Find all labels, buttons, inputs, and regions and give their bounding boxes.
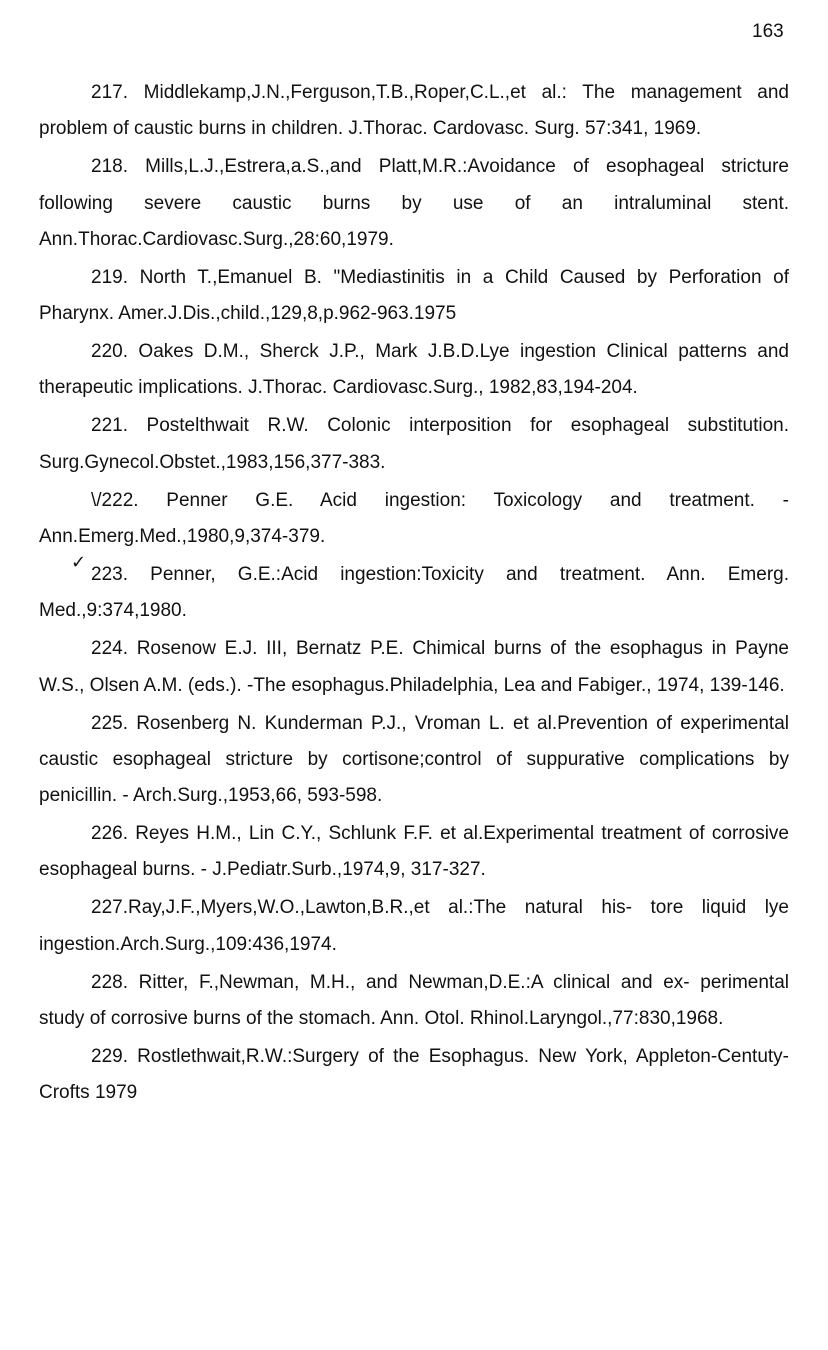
- reference-text: 229. Rostlethwait,R.W.:Surgery of the Esophagus. New York, Appleton-Centuty-Crofts 1979: [39, 1045, 789, 1104]
- reference-text: 228. Ritter, F.,Newman, M.H., and Newman,D.E.:A clinical and ex- perimental study of corrosive burns of the stomach. Ann. Otol. Rhinol.Laryngol.,77:830,1968.: [39, 971, 789, 1029]
- reference-item: [39, 334, 789, 407]
- reference-text: 223. Penner, G.E.:Acid ingestion:Toxicity and treatment. Ann. Emerg. Med.,9:374,1980.: [39, 563, 789, 622]
- reference-item: [39, 260, 789, 333]
- reference-item: [39, 75, 789, 148]
- reference-text: 227.Ray,J.F.,Myers,W.O.,Lawton,B.R.,et al.:The natural his- tore liquid lye ingestion.Arch.Surg.,109:436,1974.: [39, 897, 789, 955]
- reference-text: 218. Mills,L.J.,Estrera,a.S.,and Platt,M.R.:Avoidance of esophageal stricture following severe caustic burns by use of an intraluminal stent. Ann.Thorac.Cardiovasc.Surg.,28:60,1979.: [39, 156, 789, 250]
- reference-text: 219. North T.,Emanuel B. "Mediastinitis in a Child Caused by Perforation of Pharynx. Amer.J.Dis.,child.,129,8,p.962-963.1975: [39, 266, 789, 325]
- reference-item: [39, 483, 789, 556]
- reference-text: \/222. Penner G.E. Acid ingestion: Toxicology and treatment. - Ann.Emerg.Med.,1980,9,374-379.: [39, 489, 789, 547]
- reference-item: [39, 631, 789, 704]
- reference-text: 224. Rosenow E.J. III, Bernatz P.E. Chimical burns of the esophagus in Payne W.S., Olsen A.M. (eds.). -The esophagus.Philadelphia, Lea and Fabiger., 1974, 139-146.: [39, 638, 789, 696]
- reference-item: [39, 149, 789, 258]
- reference-text: 226. Reyes H.M., Lin C.Y., Schlunk F.F. et al.Experimental treatment of corrosive esophageal burns. - J.Pediatr.Surb.,1974,9, 317-327.: [39, 823, 789, 881]
- reference-item: [39, 706, 789, 815]
- page-number: 163: [752, 21, 784, 42]
- reference-item: [39, 890, 789, 963]
- reference-text: 225. Rosenberg N. Kunderman P.J., Vroman L. et al.Prevention of experimental caustic esophageal stricture by cortisone;control of suppurative complications by penicillin. - Arch.Surg.,1953,66, 593-598.: [39, 712, 789, 807]
- reference-item: [39, 408, 789, 481]
- reference-item: [39, 551, 789, 630]
- reference-item: [39, 816, 789, 889]
- reference-text: 217. Middlekamp,J.N.,Ferguson,T.B.,Roper,C.L.,et al.: The management and problem of caustic burns in children. J.Thorac. Cardovasc. Surg. 57:341, 1969.: [39, 82, 789, 140]
- reference-list: [39, 75, 789, 1104]
- reference-item: [39, 965, 789, 1038]
- reference-item: [39, 1039, 789, 1104]
- reference-text: 220. Oakes D.M., Sherck J.P., Mark J.B.D.Lye ingestion Clinical patterns and therapeutic implications. J.Thorac. Cardiovasc.Surg., 1982,83,194-204.: [39, 341, 789, 399]
- checkmark-icon: ✓: [71, 551, 87, 572]
- reference-text: 221. Postelthwait R.W. Colonic interposition for esophageal substitution. Surg.Gynecol.Obstet.,1983,156,377-383.: [39, 415, 789, 473]
